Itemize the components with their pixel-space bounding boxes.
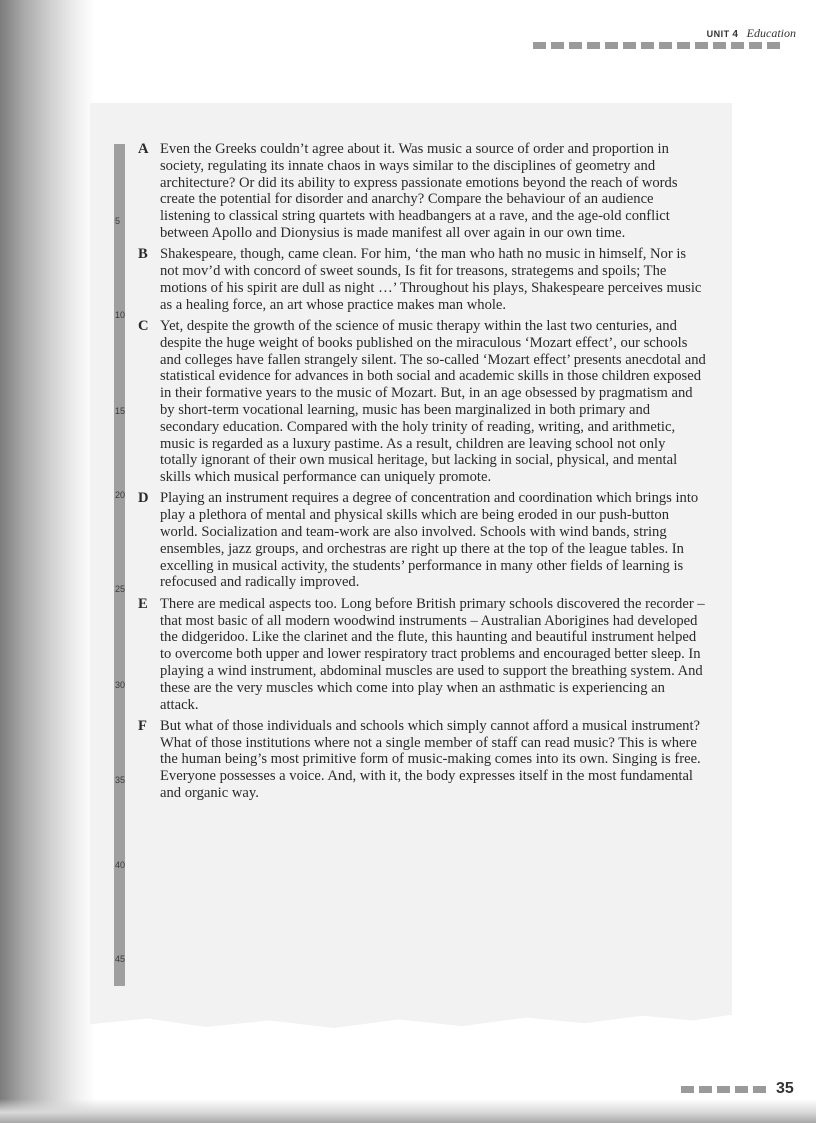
paragraph-letter: F — [138, 717, 147, 734]
paragraph-text: But what of those individuals and schools which simply cannot afford a musical instrument? What of those institutions where not a single member of staff can read music? This is where the human being’s most primitive form of music-making comes into its own. Singing is free. Everyone possesses a voice. And, with it, the body expresses itself in the most fundamental and organic way. — [160, 717, 701, 801]
running-header — [707, 26, 796, 41]
line-number: 15 — [115, 406, 126, 416]
paragraph-text: Playing an instrument requires a degree of concentration and coordination which brings into play a plethora of mental and physical skills which are being eroded in our push-button world. Socialization and team-work are also involved. Schools with wind bands, string ensembles, jazz groups, and orchestras are right up there at the top of the league tables. In excelling in musical activity, the students’ performance in many other fields of learning is refocused and radically improved. — [160, 490, 699, 591]
line-number: 10 — [115, 310, 126, 320]
line-number: 20 — [115, 490, 126, 500]
paragraph-d — [138, 490, 706, 591]
line-number: 45 — [115, 954, 126, 964]
paragraph-text: Shakespeare, though, came clean. For him, ‘the man who hath no music in himself, Nor is not mov’d with concord of sweet sounds, Is fit for treasons, strategems and spoils; The motions of his spirit are dull as night …’ Throughout his plays, Shakespeare perceives music as a healing force, an art whose practice makes man whole. — [160, 246, 702, 313]
page-bottom-shadow — [0, 1099, 816, 1123]
line-number: 35 — [115, 775, 126, 785]
paragraph-letter: D — [138, 490, 149, 507]
paragraph-letter: B — [138, 246, 148, 263]
line-number: 40 — [115, 860, 126, 870]
paragraph-c — [138, 317, 706, 486]
line-number: 25 — [115, 584, 126, 594]
paragraph-f — [138, 717, 706, 802]
paragraph-text: Even the Greeks couldn’t agree about it. Was music a source of order and proportion in society, regulating its innate chaos in ways similar to the disciplines of geometry and architecture? Or did its ability to express passionate emotions beyond the reach of words create the potential for disorder and anarchy? Compare the behaviour of an audience listening to classical string quartets with headbangers at a rave, and the age-old conflict between Apollo and Dionysius is made manifest all over again in our own time. — [160, 141, 678, 241]
line-number: 5 — [115, 216, 121, 226]
header-decoration — [533, 42, 780, 49]
paragraph-text: There are medical aspects too. Long before British primary schools discovered the recorder – that most basic of all modern woodwind instruments – Australian Aborigines had developed the didgeridoo. Like the clarinet and the flute, this haunting and beautiful instrument helped to overcome both upper and lower respiratory tract problems and encouraged better sleep. In playing a wind instrument, abdominal muscles are used to support the breathing system. And these are the very muscles which come into play when an asthmatic is experiencing an attack. — [160, 595, 705, 713]
paragraph-b — [138, 246, 706, 313]
line-number: 30 — [115, 680, 126, 690]
paragraph-letter: E — [138, 595, 148, 612]
footer-decoration — [681, 1086, 766, 1093]
paragraph-a — [138, 141, 706, 242]
page-number: 35 — [776, 1080, 794, 1097]
paragraph-text: Yet, despite the growth of the science of music therapy within the last two centuries, and despite the huge weight of books published on the miraculous ‘Mozart effect’, our schools and colleges have fallen strangely silent. The so-called ‘Mozart effect’ presents anecdotal and statistical evidence for advances in both social and academic skills in those children exposed in their formative years to the music of Mozart. But, in an age obsessed by pragmatism and by short-term vocational learning, music has been marginalized in both primary and secondary education. Compared with the holy trinity of reading, writing, and arithmetic, music is regarded as a luxury pastime. As a result, children are leaving school not only totally ignorant of their own musical heritage, but lacking in social, physical, and mental skills which musical performance can uniquely promote. — [160, 317, 706, 486]
unit-label: UNIT — [706, 29, 730, 39]
paragraph-e — [138, 595, 706, 714]
page-footer — [681, 1080, 794, 1098]
article-body — [138, 141, 706, 806]
paragraph-letter: A — [138, 141, 149, 157]
book-spine-shadow — [0, 0, 95, 1123]
unit-number: 4 — [732, 29, 738, 40]
unit-topic: Education — [746, 26, 796, 40]
paragraph-letter: C — [138, 317, 149, 334]
